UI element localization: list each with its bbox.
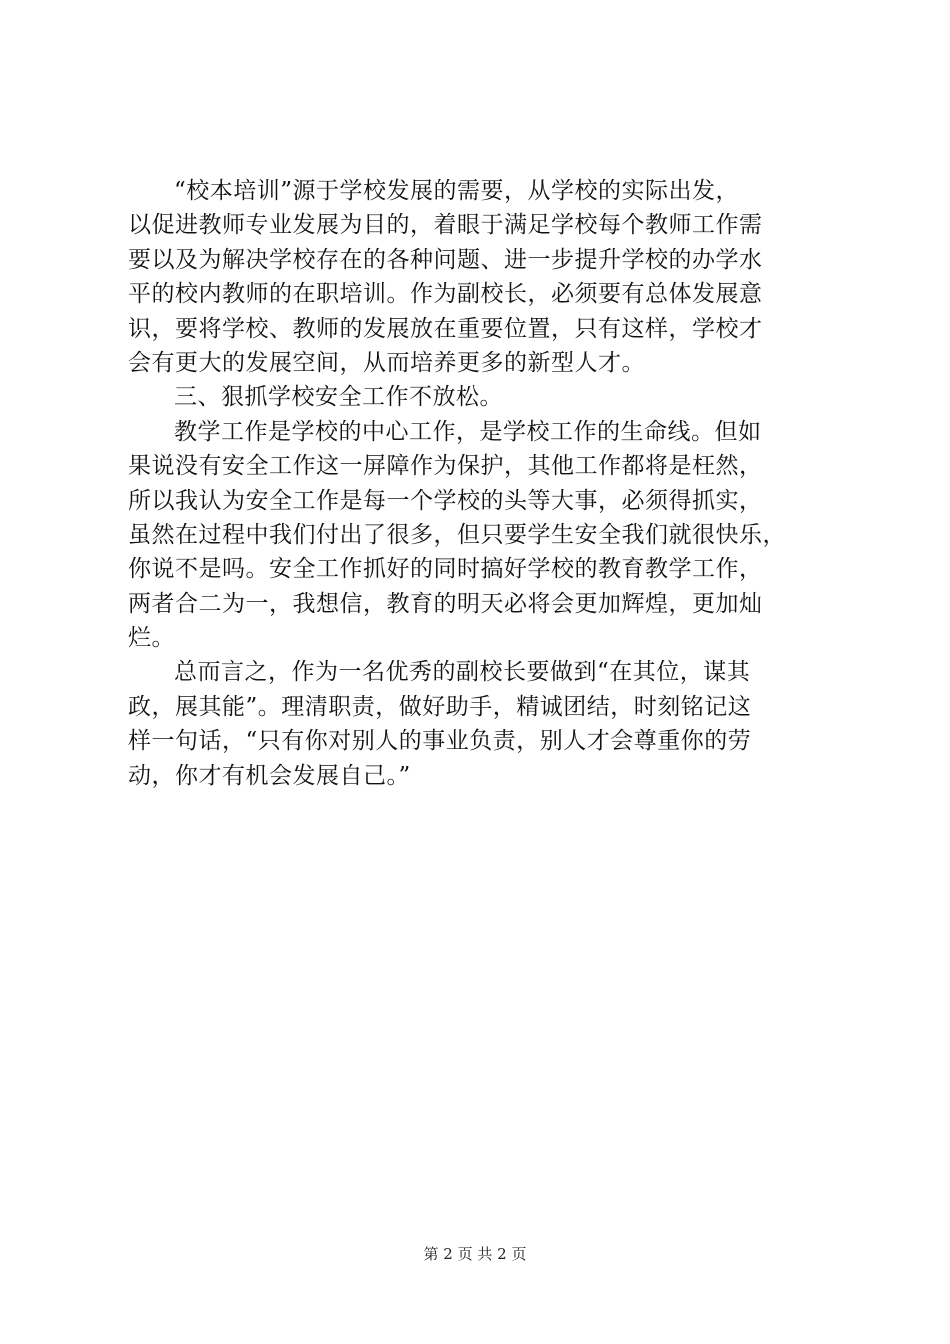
text-line: 识，要将学校、教师的发展放在重要位置，只有这样，学校才 bbox=[128, 315, 763, 342]
text-line: 动，你才有机会发展自己。” bbox=[128, 762, 411, 789]
text-line: 平的校内教师的在职培训。作为副校长，必须要有总体发展意 bbox=[128, 281, 763, 308]
text-line: 总而言之，作为一名优秀的副校长要做到“在其位，谋其 bbox=[174, 659, 751, 686]
text-line: 以促进教师专业发展为目的，着眼于满足学校每个教师工作需 bbox=[128, 212, 763, 239]
text-line: 样一句话，“只有你对别人的事业负责，别人才会尊重你的劳 bbox=[128, 728, 752, 755]
text-line: 政，展其能”。理清职责，做好助手，精诚团结，时刻铭记这 bbox=[128, 693, 752, 720]
text-line: “校本培训”源于学校发展的需要，从学校的实际出发， bbox=[174, 178, 740, 204]
text-line: 两者合二为一，我想信，教育的明天必将会更加辉煌，更加灿 bbox=[128, 590, 763, 617]
text-line: 你说不是吗。安全工作抓好的同时搞好学校的教育教学工作， bbox=[128, 556, 763, 583]
text-line: 烂。 bbox=[128, 625, 175, 652]
document-body bbox=[128, 174, 834, 793]
text-line: 要以及为解决学校存在的各种问题、进一步提升学校的办学水 bbox=[128, 246, 763, 273]
text-line: 虽然在过程中我们付出了很多，但只要学生安全我们就很快乐， bbox=[128, 521, 786, 548]
text-line: 所以我认为安全工作是每一个学校的头等大事，必须得抓实， bbox=[128, 487, 763, 514]
text-line: 果说没有安全工作这一屏障作为保护，其他工作都将是枉然， bbox=[128, 453, 763, 480]
text-line: 教学工作是学校的中心工作，是学校工作的生命线。但如 bbox=[174, 418, 762, 445]
section-heading: 三、狠抓学校安全工作不放松。 bbox=[174, 384, 503, 411]
page-number-footer: 第 2 页 共 2 页 bbox=[423, 1245, 527, 1263]
text-line: 会有更大的发展空间，从而培养更多的新型人才。 bbox=[128, 349, 645, 376]
